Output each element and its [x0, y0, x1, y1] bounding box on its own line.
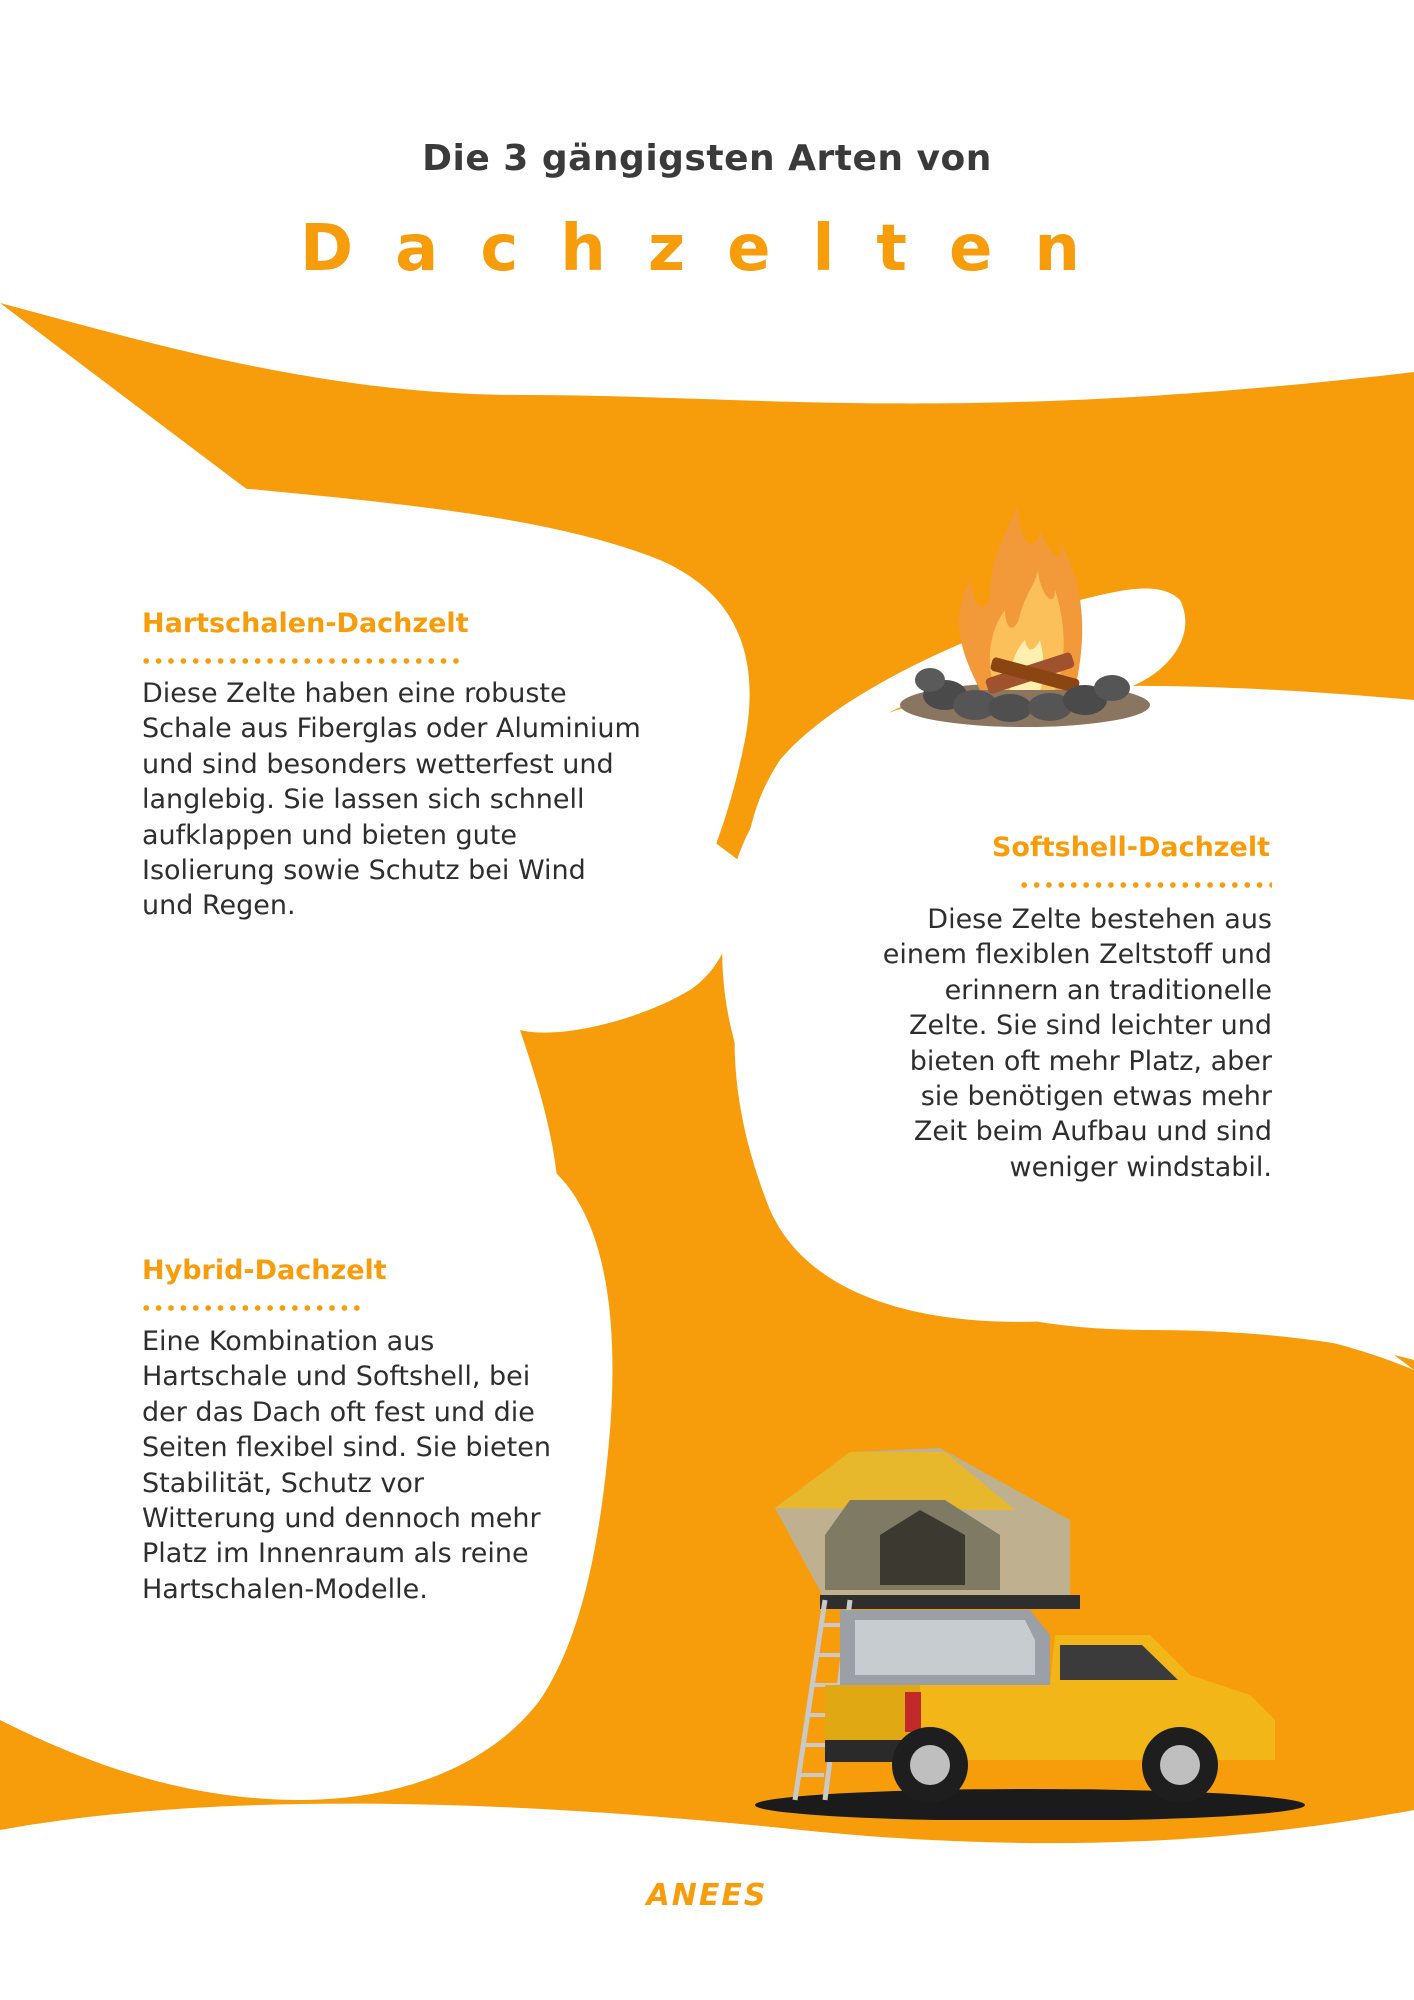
section-text-softshell [820, 902, 1272, 1185]
text-line: Stabilität, Schutz vor [142, 1467, 424, 1499]
text-line: und sind besonders wetterfest und [142, 748, 614, 780]
text-line: einem flexiblen Zeltstoff und [882, 939, 1272, 971]
section-text-hybrid [142, 1324, 551, 1607]
text-line: Hartschalen-Modelle. [142, 1573, 428, 1605]
text-line: Schale aus Fiberglas oder Aluminium [142, 713, 641, 745]
pickup-truck-rooftop-tent-illustration [730, 1440, 1310, 1820]
text-line: der das Dach oft fest und die [142, 1396, 535, 1428]
text-line: Diese Zelte bestehen aus [927, 904, 1272, 935]
text-line: Zelte. Sie sind leichter und [908, 1010, 1272, 1042]
text-line: weniger windstabil. [1009, 1151, 1272, 1183]
section-title-hybrid: Hybrid-Dachzelt [142, 1255, 387, 1286]
text-line: Eine Kombination aus [142, 1326, 435, 1357]
text-line: bieten oft mehr Platz, aber [909, 1045, 1272, 1077]
text-line: erinnern an traditionelle [944, 974, 1272, 1006]
section-title-hartschalen: Hartschalen-Dachzelt [142, 608, 469, 639]
text-line: Hartschale und Softshell, bei [142, 1361, 531, 1393]
section-text-hartschalen [142, 676, 641, 924]
title-dotted-underline [140, 657, 462, 665]
text-line: Isolierung sowie Schutz bei Wind [142, 855, 586, 887]
page-subtitle: Die 3 gängigsten Arten von [422, 138, 992, 179]
text-line: Diese Zelte haben eine robuste [142, 678, 567, 709]
text-line: Seiten flexibel sind. Sie bieten [142, 1432, 551, 1464]
text-line: langlebig. Sie lassen sich schnell [142, 784, 585, 816]
page-title: Dachzelten [300, 212, 1122, 286]
text-line: aufklappen und bieten gute [142, 819, 517, 851]
text-line: Zeit beim Aufbau und sind [913, 1116, 1272, 1148]
text-line: Witterung und dennoch mehr [142, 1503, 541, 1535]
text-line: Platz im Innenraum als reine [142, 1538, 529, 1570]
campfire-illustration [890, 500, 1160, 740]
text-line: sie benötigen etwas mehr [920, 1081, 1272, 1113]
title-dotted-underline [1018, 881, 1272, 889]
brand-logo: ANEES [646, 1878, 768, 1913]
text-line: und Regen. [142, 890, 296, 922]
title-dotted-underline [140, 1304, 362, 1312]
section-title-softshell: Softshell-Dachzelt [991, 832, 1270, 863]
